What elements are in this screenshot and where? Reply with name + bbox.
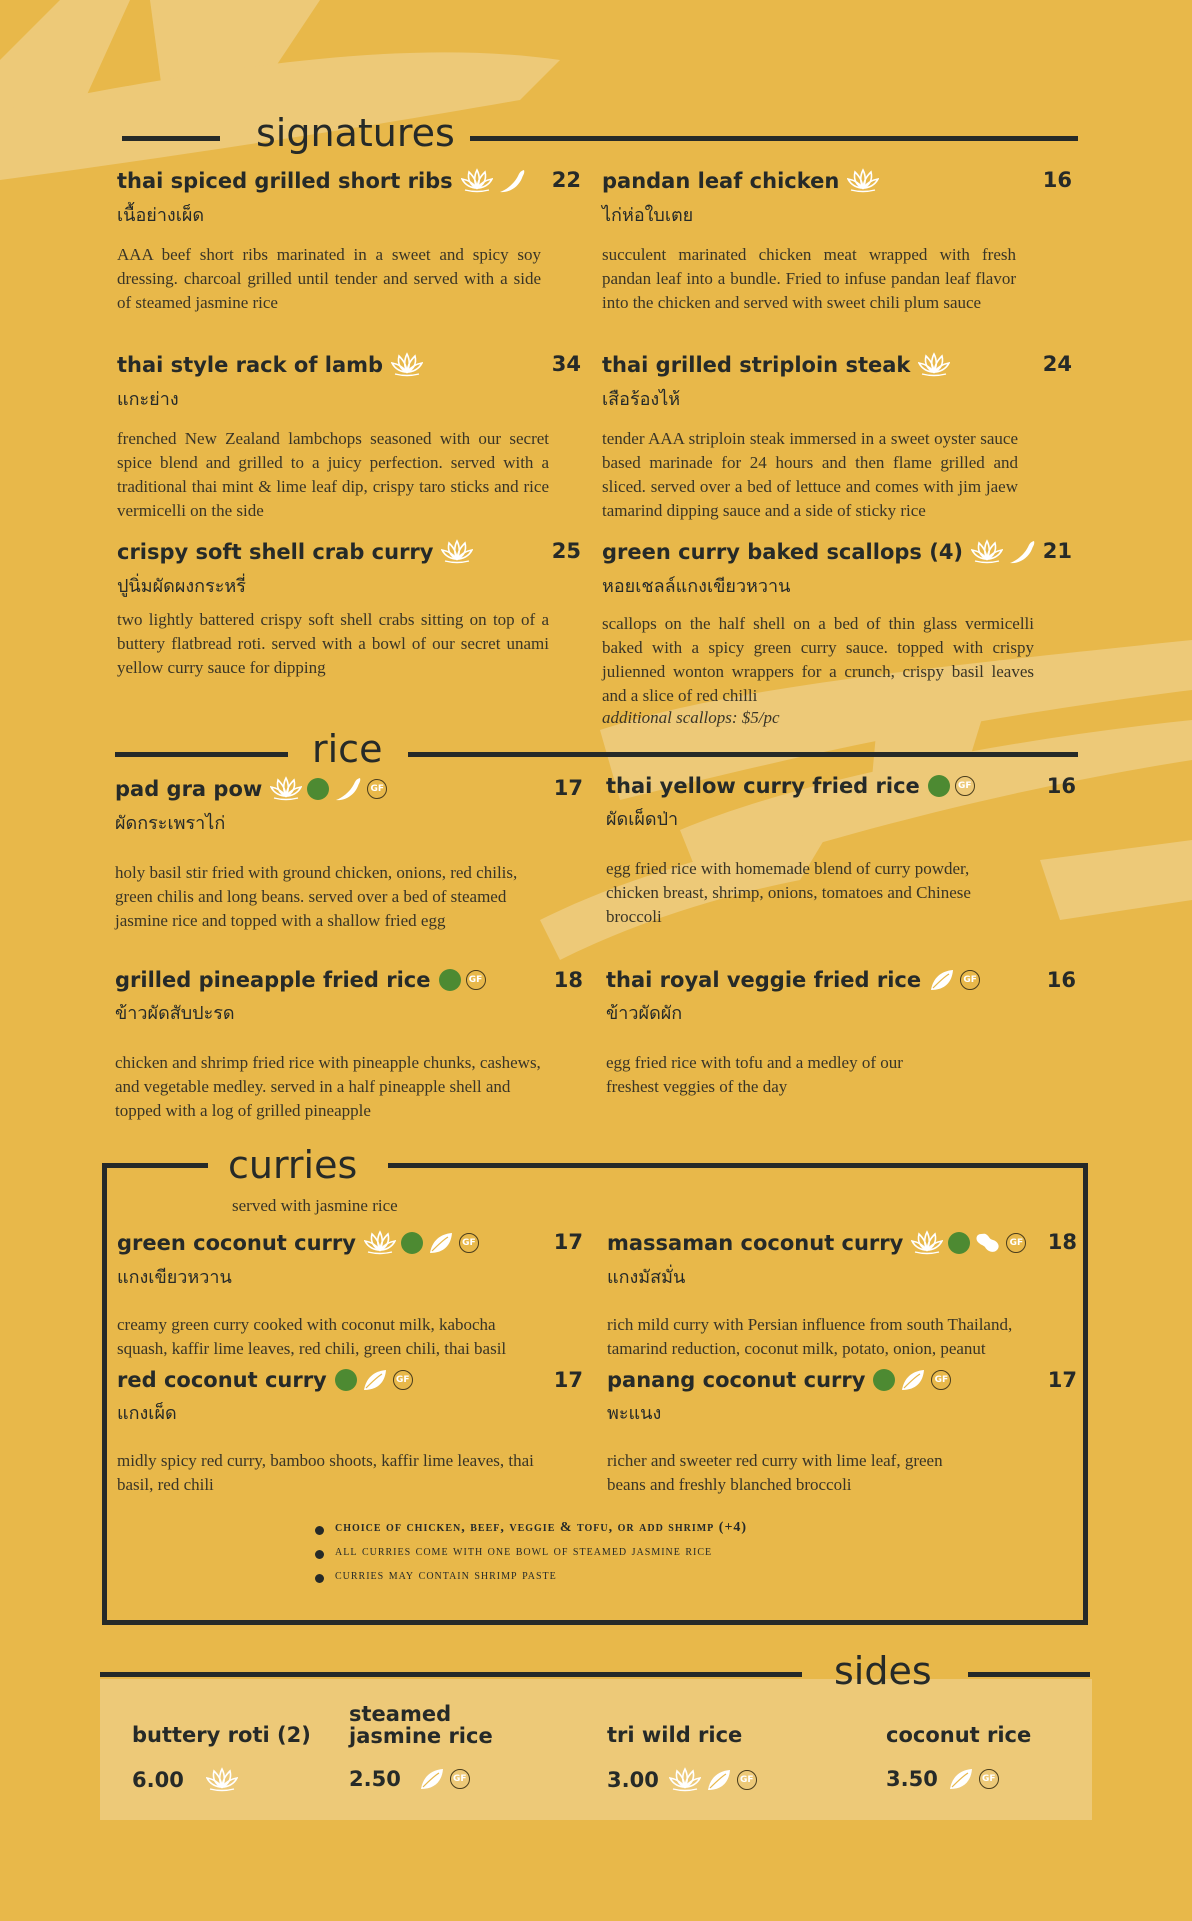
rice-rule-right — [408, 752, 1078, 757]
item-thai-name: แกงมัสมั่น — [607, 1267, 686, 1288]
item-name: pad gra pow — [115, 777, 263, 801]
item-thai-name: แกะย่าง — [117, 389, 179, 410]
item-description: scallops on the half shell on a bed of thin glass vermicelli baked with a spicy green curry sauce. topped with crispy julienned wonton wrappers for a crunch, crispy basil leaves and a slice of red chilli — [602, 614, 1034, 705]
side-price: 6.00 — [132, 1768, 184, 1792]
chili-icon — [1008, 539, 1036, 565]
item-price: 25 — [551, 539, 581, 563]
gf-icon: GF — [979, 1769, 999, 1789]
gf-icon: GF — [466, 970, 486, 990]
item-name: crispy soft shell crab curry — [117, 540, 434, 564]
lotus-icon — [206, 1767, 238, 1793]
item-price: 18 — [1047, 1230, 1077, 1254]
item-extra-note: additional scallops: $5/pc — [602, 708, 780, 727]
item-description: egg fried rice with tofu and a medley of our freshest veggies of the day — [606, 1053, 903, 1096]
menu-item-soft-shell-crab — [117, 539, 581, 680]
menu-item-rack-of-lamb — [117, 352, 581, 523]
lotus-icon — [364, 1230, 396, 1256]
item-thai-name: แกงเผ็ด — [117, 1403, 177, 1424]
gf-icon: GF — [1006, 1233, 1026, 1253]
item-thai-name: ผัดกระเพราไก่ — [115, 813, 226, 834]
lotus-icon — [391, 352, 423, 378]
item-price: 17 — [1047, 1368, 1077, 1392]
side-name: buttery roti (2) — [132, 1723, 311, 1747]
sides-rule-right — [968, 1672, 1090, 1677]
gf-icon: GF — [955, 776, 975, 796]
menu-item-yellow-curry-fried-rice — [606, 774, 1076, 929]
menu-item-baked-scallops — [602, 539, 1072, 728]
lotus-icon — [911, 1230, 943, 1256]
gf-icon: GF — [960, 970, 980, 990]
item-thai-name: หอยเชลล์แกงเขียวหวาน — [602, 576, 791, 597]
item-name: thai style rack of lamb — [117, 353, 384, 377]
item-thai-name: พะแนง — [607, 1403, 662, 1424]
lotus-icon — [270, 776, 302, 802]
leaf-icon — [419, 1767, 445, 1791]
lotus-icon — [441, 539, 473, 565]
item-description: tender AAA striploin steak immersed in a sweet oyster sauce based marinade for 24 hours and then flame grilled and sliced. served over a bed of lettuce and comes with jim jaew tamarind dipping sauce and a side of sticky rice — [602, 429, 1018, 520]
lotus-icon — [847, 168, 879, 194]
item-name: thai yellow curry fried rice — [606, 774, 920, 798]
item-description: holy basil stir fried with ground chicken, onions, red chilis, green chilis and long beans. served over a bed of steamed jasmine rice and topped with a shallow fried egg — [115, 863, 518, 930]
chili-icon — [498, 168, 526, 194]
signatures-rule-right — [470, 136, 1078, 141]
item-price: 24 — [1042, 352, 1072, 376]
chili-icon — [334, 776, 362, 802]
peanut-icon — [975, 1230, 1001, 1256]
lotus-icon — [461, 168, 493, 194]
side-price: 2.50 — [349, 1767, 401, 1791]
gf-icon: GF — [367, 779, 387, 799]
menu-item-striploin-steak — [602, 352, 1072, 523]
item-description: midly spicy red curry, bamboo shoots, kaffir lime leaves, thai basil, red chili — [117, 1451, 534, 1494]
item-description: chicken and shrimp fried rice with pineapple chunks, cashews, and vegetable medley. served in a half pineapple shell and topped with a log of grilled pineapple — [115, 1053, 541, 1120]
item-price: 17 — [553, 1230, 583, 1254]
item-thai-name: เสือร้องไห้ — [602, 389, 681, 410]
curries-subtitle: served with jasmine rice — [232, 1196, 398, 1215]
item-name: thai spiced grilled short ribs — [117, 169, 453, 193]
menu-item-veggie-fried-rice — [606, 968, 1076, 1099]
item-description: creamy green curry cooked with coconut milk, kabocha squash, kaffir lime leaves, red chili, green chili, thai basil — [117, 1315, 507, 1358]
gf-icon: GF — [450, 1769, 470, 1789]
item-description: egg fried rice with homemade blend of curry powder, chicken breast, shrimp, onions, tomatoes and Chinese broccoli — [606, 859, 971, 926]
side-item-coconut-rice — [886, 1713, 1076, 1791]
gf-icon: GF — [459, 1233, 479, 1253]
curry-note: curries may contain shrimp paste — [315, 1568, 747, 1592]
menu-item-short-ribs — [117, 168, 581, 315]
green-dot-icon — [401, 1232, 423, 1254]
leaf-icon — [900, 1368, 926, 1392]
item-price: 16 — [1046, 774, 1076, 798]
item-description: two lightly battered crispy soft shell crabs sitting on top of a buttery flatbread roti. served with a bowl of our secret unami yellow curry sauce for dipping — [117, 610, 549, 677]
menu-item-pineapple-fried-rice — [115, 968, 583, 1123]
side-item-tri-wild-rice — [607, 1713, 807, 1793]
side-name: steamed jasmine rice — [349, 1702, 493, 1748]
menu-item-pad-gra-pow — [115, 776, 583, 933]
item-name: green coconut curry — [117, 1231, 356, 1255]
green-dot-icon — [307, 778, 329, 800]
gf-icon: GF — [931, 1370, 951, 1390]
green-dot-icon — [439, 969, 461, 991]
menu-item-red-curry — [117, 1368, 583, 1497]
item-thai-name: เนื้อย่างเผ็ด — [117, 205, 205, 226]
gf-icon: GF — [393, 1370, 413, 1390]
lotus-icon — [918, 352, 950, 378]
side-item-jasmine-rice — [349, 1703, 529, 1791]
item-description: AAA beef short ribs marinated in a sweet and spicy soy dressing. charcoal grilled until tender and served with a side of steamed jasmine rice — [117, 245, 541, 312]
leaf-icon — [948, 1767, 974, 1791]
item-price: 17 — [553, 1368, 583, 1392]
side-price: 3.50 — [886, 1767, 938, 1791]
menu-item-pandan-chicken — [602, 168, 1072, 315]
item-description: succulent marinated chicken meat wrapped with fresh pandan leaf into a bundle. Fried to infuse pandan leaf flavor into the chicken and served with sweet chili plum sauce — [602, 245, 1016, 312]
green-dot-icon — [928, 775, 950, 797]
sides-rule-left — [100, 1672, 802, 1677]
side-price: 3.00 — [607, 1768, 659, 1792]
menu-item-panang-curry — [607, 1368, 1077, 1497]
item-price: 17 — [553, 776, 583, 800]
item-description: rich mild curry with Persian influence from south Thailand, tamarind reduction, coconut milk, potato, onion, peanut — [607, 1315, 1013, 1358]
item-description: richer and sweeter red curry with lime leaf, green beans and freshly blanched broccoli — [607, 1451, 943, 1494]
curries-heading: curries — [228, 1143, 358, 1187]
item-thai-name: ข้าวผัดผัก — [606, 1003, 683, 1024]
curry-note: choice of chicken, beef, veggie & tofu, or add shrimp (+4) — [315, 1520, 747, 1544]
signatures-rule-left — [122, 136, 220, 141]
item-price: 16 — [1042, 168, 1072, 192]
item-thai-name: ไก่ห่อใบเตย — [602, 205, 694, 226]
leaf-icon — [929, 968, 955, 992]
item-name: thai royal veggie fried rice — [606, 968, 922, 992]
item-thai-name: แกงเขียวหวาน — [117, 1267, 232, 1288]
item-description: frenched New Zealand lambchops seasoned with our secret spice blend and grilled to a juicy perfection. served with a traditional thai mint & lime leaf dip, crispy taro sticks and rice vermicelli on the side — [117, 429, 549, 520]
item-name: massaman coconut curry — [607, 1231, 904, 1255]
menu-item-massaman-curry — [607, 1230, 1077, 1361]
item-name: grilled pineapple fried rice — [115, 968, 431, 992]
side-name: tri wild rice — [607, 1723, 743, 1747]
side-item-roti — [132, 1713, 322, 1793]
item-thai-name: ข้าวผัดสับปะรด — [115, 1003, 235, 1024]
item-name: red coconut curry — [117, 1368, 327, 1392]
item-thai-name: ผัดเผ็ดป่า — [606, 809, 679, 830]
leaf-icon — [428, 1231, 454, 1255]
item-name: green curry baked scallops (4) — [602, 540, 964, 564]
green-dot-icon — [948, 1232, 970, 1254]
item-price: 18 — [553, 968, 583, 992]
curry-note: all curries come with one bowl of steamed jasmine rice — [315, 1544, 747, 1568]
curries-notes — [315, 1520, 747, 1592]
green-dot-icon — [335, 1369, 357, 1391]
item-name: pandan leaf chicken — [602, 169, 840, 193]
rice-heading: rice — [312, 727, 383, 771]
sides-heading: sides — [834, 1649, 932, 1693]
gf-icon: GF — [737, 1770, 757, 1790]
lotus-icon — [669, 1767, 701, 1793]
item-name: thai grilled striploin steak — [602, 353, 911, 377]
item-price: 34 — [551, 352, 581, 376]
lotus-icon — [971, 539, 1003, 565]
signatures-heading: signatures — [256, 111, 455, 155]
menu-item-green-curry — [117, 1230, 583, 1361]
item-price: 21 — [1042, 539, 1072, 563]
item-price: 16 — [1046, 968, 1076, 992]
green-dot-icon — [873, 1369, 895, 1391]
rice-rule-left — [115, 752, 288, 757]
side-name: coconut rice — [886, 1723, 1032, 1747]
leaf-icon — [362, 1368, 388, 1392]
item-name: panang coconut curry — [607, 1368, 866, 1392]
leaf-icon — [706, 1768, 732, 1792]
item-thai-name: ปูนิ่มผัดผงกระหรี่ — [117, 576, 246, 597]
item-price: 22 — [551, 168, 581, 192]
